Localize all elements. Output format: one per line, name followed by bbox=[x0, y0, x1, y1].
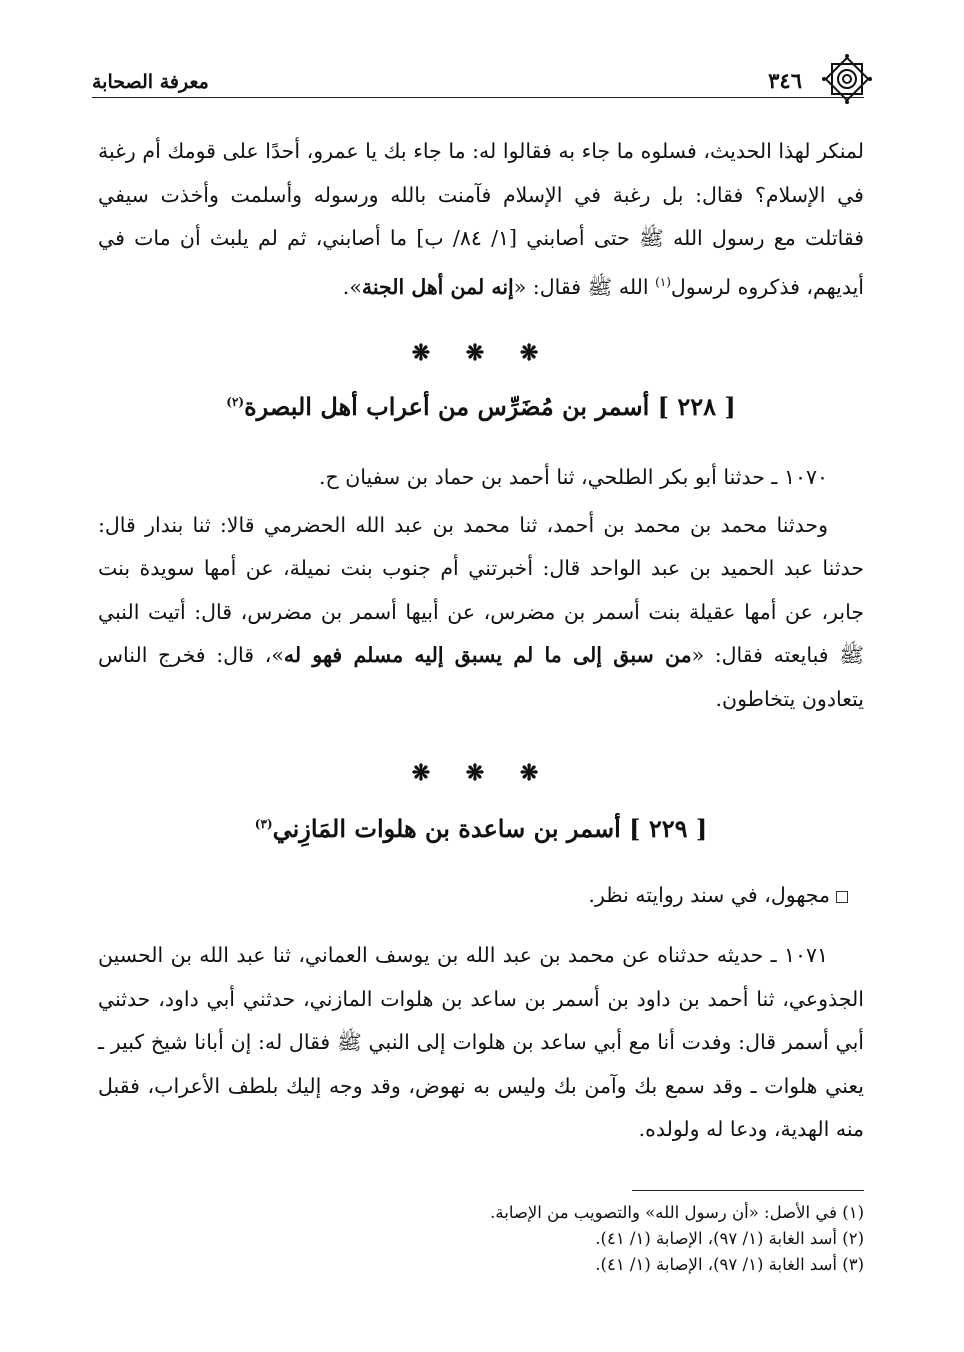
running-title: معرفة الصحابة bbox=[92, 71, 209, 93]
entry-heading-228 bbox=[98, 392, 864, 421]
hadith-text: وحدثنا محمد بن محمد بن أحمد، ثنا محمد بن عبد الله الحضرمي قالا: ثنا بندار قال: حدثنا عبد الحميد بن عبد الواحد قال: أخبرتني أم جنوب بنت نميلة، عن أمها سويدة بنت جابر، عن أمها عقيلة بنت أسمر بن مضرس، عن أبيها أسمر بن مضرس، قال: أتيت النبي ﷺ فبايعته فقال: « bbox=[98, 512, 864, 667]
hadith-line: ١٠٧٠ ـ حدثنا أبو بكر الطلحي، ثنا أحمد بن حماد بن سفيان ح. bbox=[318, 465, 828, 489]
footnote-1: (١) في الأصل: «أن رسول الله» والتصويب من الإصابة. bbox=[490, 1203, 864, 1222]
section-separator: ❋ ❋ ❋ bbox=[411, 340, 553, 366]
hadith-1071 bbox=[98, 934, 864, 1152]
footnotes bbox=[98, 1200, 864, 1278]
page-number: ٣٤٦ bbox=[768, 68, 802, 93]
footnote-3: (٣) أسد الغابة (١/ ٩٧)، الإصابة (١/ ٤١). bbox=[595, 1255, 864, 1274]
paragraph-text: ». bbox=[342, 274, 362, 299]
prophetic-quote: من سبق إلى ما لم يسبق إليه مسلم فهو له bbox=[283, 643, 692, 667]
prophetic-quote: إنه لمن أهل الجنة bbox=[361, 274, 514, 299]
entry-heading-229 bbox=[98, 814, 864, 843]
footnote-ref-2: (٢) bbox=[226, 395, 245, 409]
paragraph-continuation bbox=[98, 130, 864, 309]
hadith-1070 bbox=[98, 456, 864, 721]
page-header bbox=[92, 58, 864, 98]
grading-note bbox=[98, 874, 864, 918]
footnote-ref-1: (١) bbox=[655, 274, 671, 289]
footnote-ref-3: (٣) bbox=[254, 817, 273, 831]
ornament-icon bbox=[820, 52, 874, 106]
footnote-2: (٢) أسد الغابة (١/ ٩٧)، الإصابة (١/ ٤١). bbox=[595, 1229, 864, 1248]
hadith-text: ١٠٧١ ـ حديثه حدثناه عن محمد بن عبد الله بن يوسف العماني، ثنا عبد الله بن الحسين الجذوعي، ثنا أحمد بن داود بن أسمر بن ساعد بن هلوات المازني، حدثني أبي داود، حدثني أبي أسمر قال: وفدت أنا مع أبي ساعد بن هلوات إلى النبي ﷺ فقال له: إن أبانا شيخ كبير ـ يعني هلوات ـ وقد سمع بك وآمن بك وليس به نهوض، وقد وجه إليك بلطف الأعراب، فقبل منه الهدية، ودعا له ولولده. bbox=[98, 943, 864, 1141]
paragraph-text: الله ﷺ فقال: « bbox=[513, 274, 656, 299]
paragraph-text: لمنكر لهذا الحديث، فسلوه ما جاء به فقالوا له: ما جاء بك يا عمرو، أحدًا على قومك أم رغبة في الإسلام؟ فقال: بل رغبة في الإسلام فآمنت بالله ورسوله وأسلمت وأخذت سيفي فقاتلت مع رسول الله ﷺ حتى أصابني [١/ ٨٤/ ب] ما أصابني، ثم لم يلبث أن مات في أيديهم، فذكروه لرسول bbox=[98, 139, 864, 299]
grading-note-text: مجهول، في سند روايته نظر. bbox=[588, 883, 830, 907]
entry-heading-text: [ ٢٢٩ ] أسمر بن ساعدة بن هلوات المَازِني bbox=[272, 814, 708, 843]
footnote-divider bbox=[632, 1190, 864, 1191]
square-bullet-icon bbox=[836, 891, 848, 903]
hadith-text: »، قال: فخرج الناس يتعادون يتخاطون. bbox=[98, 643, 864, 711]
section-separator: ❋ ❋ ❋ bbox=[411, 760, 553, 786]
entry-heading-text: [ ٢٢٨ ] أسمر بن مُضَرِّس من أعراب أهل البصرة bbox=[244, 392, 736, 421]
